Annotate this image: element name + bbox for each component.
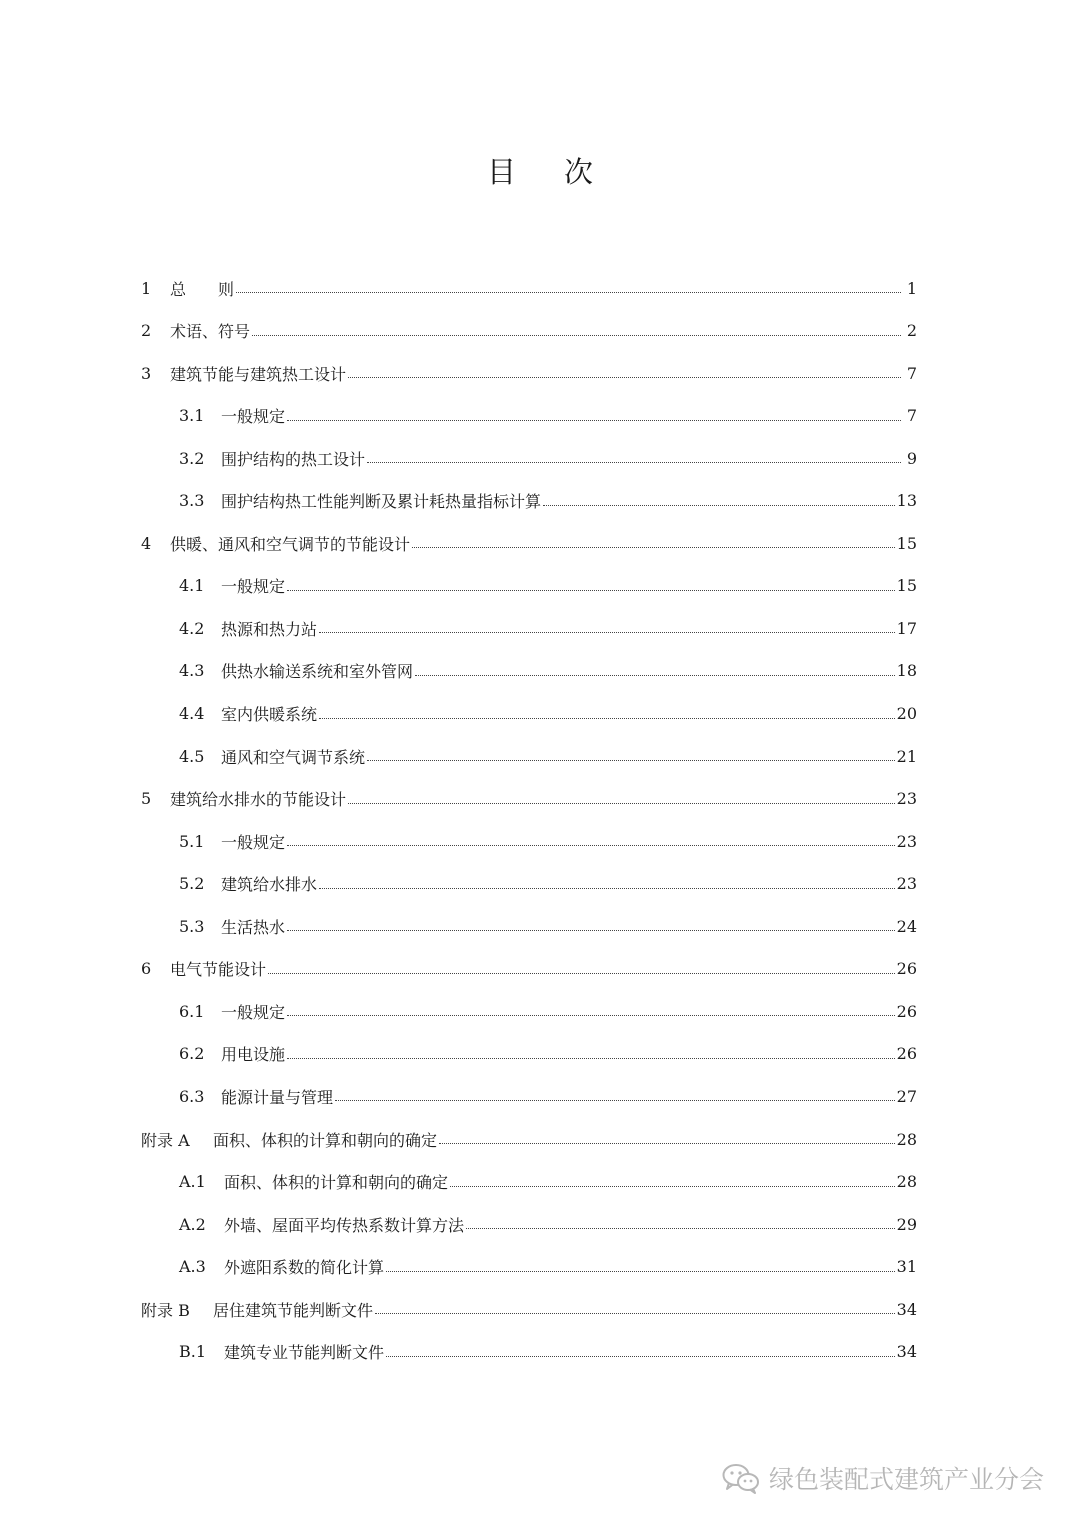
dot-leader (287, 1015, 895, 1016)
dot-leader (348, 377, 901, 378)
toc-entry[interactable] (179, 444, 917, 472)
toc-entry-number: 2 (141, 321, 152, 341)
toc-entry-page: 23 (896, 874, 917, 894)
toc-entry[interactable] (179, 1253, 917, 1281)
toc-entry[interactable] (179, 657, 917, 685)
toc-entry-page: 34 (896, 1342, 917, 1362)
toc-entry-label: 围护结构热工性能判断及累计耗热量指标计算 (221, 492, 542, 512)
toc-entry[interactable] (179, 572, 917, 600)
toc-entry-number: 5.3 (179, 916, 205, 936)
dot-leader (287, 1058, 895, 1059)
toc-entry[interactable] (141, 317, 917, 345)
toc-entry-label: 建筑给水排水 (221, 875, 318, 895)
toc-entry[interactable] (179, 1082, 917, 1110)
toc-entry-page: 2 (906, 321, 917, 341)
toc-entry-number: 附录 A (141, 1130, 190, 1150)
toc-entry-label: 通风和空气调节系统 (221, 747, 366, 767)
dot-leader (319, 632, 895, 633)
toc-entry-number: A.2 (179, 1214, 206, 1234)
toc-entry-page: 1 (906, 278, 917, 298)
toc-entry-number: 4.4 (179, 704, 205, 723)
toc-entry-number: 1 (141, 278, 152, 298)
toc-entry-page: 17 (896, 618, 917, 638)
toc-entry[interactable] (179, 1168, 917, 1196)
toc-entry-number: 3 (141, 363, 152, 383)
toc-entry-label: 总 则 (170, 279, 235, 299)
toc-entry-number: 3.2 (179, 448, 205, 468)
toc-entry-number: A.1 (179, 1172, 206, 1192)
toc-entry-page: 34 (896, 1299, 917, 1319)
toc-entry-number: 5.1 (179, 831, 205, 851)
toc-entry-number: 4.1 (179, 576, 205, 596)
toc-entry[interactable] (141, 1125, 917, 1153)
toc-entry-label: 居住建筑节能判断文件 (213, 1300, 374, 1320)
dot-leader (450, 1186, 895, 1187)
toc-entry-page: 20 (896, 704, 917, 723)
toc-entry-label: 供暖、通风和空气调节的节能设计 (170, 534, 411, 554)
page-title (0, 150, 1080, 191)
title-char-1: 目 (486, 155, 516, 189)
toc-entry-number: 4.2 (179, 618, 205, 638)
toc-entry-page: 27 (896, 1086, 917, 1106)
toc-entry-page: 26 (896, 1044, 917, 1064)
dot-leader (287, 590, 895, 591)
dot-leader (287, 420, 901, 421)
toc-entry-page: 26 (896, 1001, 917, 1021)
dot-leader (367, 462, 901, 463)
toc-entry-page: 23 (896, 831, 917, 851)
title-char-2: 次 (564, 155, 594, 189)
toc-entry-label: 一般规定 (221, 407, 286, 427)
dot-leader (268, 973, 895, 974)
toc-entry-page: 28 (896, 1129, 917, 1149)
toc-entry-number: 4.3 (179, 661, 205, 681)
toc-entry-page: 15 (896, 576, 917, 596)
toc-entry-number: 6.2 (179, 1044, 205, 1064)
toc-entry-page: 28 (896, 1172, 917, 1192)
dot-leader (412, 547, 895, 548)
wechat-icon (721, 1462, 761, 1494)
toc-entry-number: 5.2 (179, 874, 205, 894)
toc-entry-number: 6.1 (179, 1001, 205, 1021)
toc-entry-label: 围护结构的热工设计 (221, 449, 366, 469)
toc-entry[interactable] (179, 487, 917, 515)
toc-entry-label: 生活热水 (221, 917, 286, 937)
toc-entry-label: 用电设施 (221, 1045, 286, 1065)
toc-entry-label: 建筑节能与建筑热工设计 (170, 364, 347, 384)
toc-entry[interactable] (141, 529, 917, 557)
toc-entry[interactable] (179, 870, 917, 898)
toc-entry-page: 24 (896, 916, 917, 936)
watermark-text: 绿色装配式建筑产业分会 (768, 1465, 1044, 1494)
toc-entry-page: 13 (896, 491, 917, 511)
dot-leader (386, 1356, 895, 1357)
toc-entry[interactable] (179, 997, 917, 1025)
dot-leader (348, 803, 895, 804)
toc-entry[interactable] (141, 785, 917, 813)
toc-entry-label: 一般规定 (221, 832, 286, 852)
dot-leader (466, 1228, 895, 1229)
toc-entry-page: 26 (896, 959, 917, 979)
toc-entry-number: 3.3 (179, 491, 205, 511)
toc-entry[interactable] (179, 1210, 917, 1238)
toc-entry-number: A.3 (179, 1257, 206, 1277)
toc-entry-label: 热源和热力站 (221, 619, 318, 639)
dot-leader (335, 1100, 895, 1101)
dot-leader (287, 930, 895, 931)
dot-leader (319, 718, 895, 719)
toc-entry[interactable] (141, 955, 917, 983)
toc-entry-label: 电气节能设计 (170, 960, 267, 980)
dot-leader (386, 1271, 895, 1272)
toc-entry[interactable] (141, 274, 917, 302)
dot-leader (236, 292, 901, 293)
toc-entry[interactable] (179, 912, 917, 940)
toc-entry[interactable] (179, 827, 917, 855)
toc-entry-page: 23 (896, 789, 917, 809)
toc-entry-page: 9 (906, 448, 917, 468)
toc-entry-page: 29 (896, 1214, 917, 1234)
toc-entry-label: 面积、体积的计算和朝向的确定 (224, 1173, 449, 1193)
toc-entry-page: 7 (906, 363, 917, 383)
toc-entry-number: 5 (141, 789, 152, 809)
toc-entry-label: 一般规定 (221, 1002, 286, 1022)
toc-entry-label: 面积、体积的计算和朝向的确定 (213, 1130, 438, 1150)
dot-leader (375, 1313, 895, 1314)
toc-entry[interactable] (141, 1295, 917, 1323)
toc-entry-page: 15 (896, 533, 917, 553)
toc-entry-page: 18 (896, 661, 917, 681)
toc-entry-label: 建筑专业节能判断文件 (224, 1343, 385, 1363)
toc-entry-number: 3.1 (179, 406, 205, 426)
toc-entry-label: 能源计量与管理 (221, 1087, 334, 1107)
dot-leader (439, 1143, 895, 1144)
toc-entry-number: B.1 (179, 1342, 207, 1362)
toc-entry[interactable] (179, 700, 917, 728)
toc-entry-label: 建筑给水排水的节能设计 (170, 790, 347, 810)
toc-entry[interactable] (179, 742, 917, 770)
toc-entry-page: 21 (896, 746, 917, 766)
toc-entry-label: 一般规定 (221, 577, 286, 597)
toc-entry-label: 外墙、屋面平均传热系数计算方法 (224, 1215, 465, 1235)
dot-leader (287, 845, 895, 846)
toc-entry-number: 6.3 (179, 1086, 205, 1106)
toc-entry-number: 4.5 (179, 746, 205, 766)
toc-entry-page: 31 (896, 1257, 917, 1277)
toc-entry-number: 6 (141, 959, 152, 979)
toc-entry-page: 7 (906, 406, 917, 426)
dot-leader (415, 675, 895, 676)
toc-entry-number: 4 (141, 533, 152, 553)
toc-entry[interactable] (179, 614, 917, 642)
dot-leader (319, 888, 895, 889)
toc-entry[interactable] (141, 359, 917, 387)
toc-entry-label: 术语、符号 (170, 322, 251, 342)
dot-leader (252, 335, 901, 336)
watermark (721, 1460, 1044, 1496)
dot-leader (367, 760, 895, 761)
toc-entry[interactable] (179, 1338, 917, 1366)
toc-entry[interactable] (179, 402, 917, 430)
toc-entry-number: 附录 B (141, 1300, 190, 1320)
toc-entry-label: 室内供暖系统 (221, 705, 318, 724)
toc-entry[interactable] (179, 1040, 917, 1068)
dot-leader (543, 505, 895, 506)
toc-entry-label: 外遮阳系数的简化计算 (224, 1258, 385, 1278)
toc-entry-label: 供热水输送系统和室外管网 (221, 662, 414, 682)
